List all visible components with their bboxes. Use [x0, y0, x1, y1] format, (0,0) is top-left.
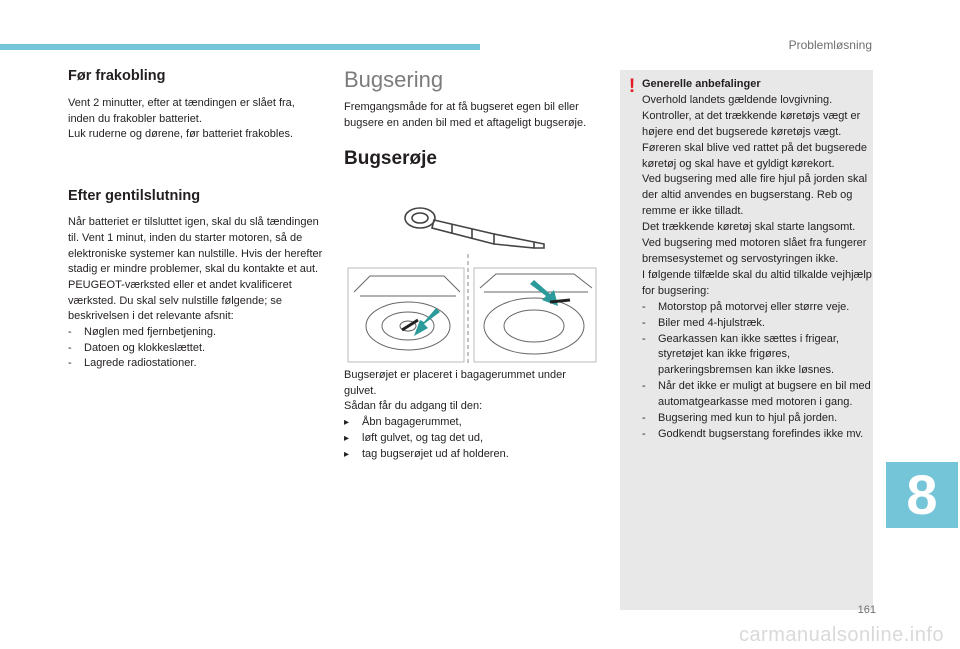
heading-towing-eye: Bugserøje [344, 148, 437, 170]
towing-eye-icon [405, 208, 544, 248]
towing-eye-illustration [344, 196, 598, 364]
heading-after-reconnect: Efter gentilslutning [68, 188, 201, 205]
list-item: - Datoen og klokkeslættet. [68, 341, 323, 357]
list-item: - Gearkassen kan ikke sættes i frigear, styretøjet kan ikke frigøres, parkeringsbremsen kan ikke løsnes. [642, 332, 872, 380]
list-item: - Bugsering med kun to hjul på jorden. [642, 411, 872, 427]
paragraph-before-disconnect-2: Luk ruderne og dørene, før batteriet frakobles. [68, 128, 294, 141]
list-item: - Biler med 4-hjulstræk. [642, 316, 872, 332]
warning-line: Ved bugsering med alle fire hjul på jorden skal der altid anvendes en bugserstang. Reb og remme er ikke tilladt. [642, 173, 868, 218]
chapter-tab: 8 [886, 462, 958, 528]
paragraph-before-disconnect-1: Vent 2 minutter, efter at tændingen er slået fra, inden du frakobler batteriet. [68, 97, 295, 125]
header-accent-bar [0, 44, 480, 50]
warning-text [642, 77, 872, 443]
tool-icon [550, 300, 570, 302]
list-item: - Når det ikke er muligt at bugsere en bil med automatgearkasse med motoren i gang. [642, 379, 872, 411]
reset-list [68, 325, 323, 372]
page-number: 161 [857, 604, 876, 616]
list-item: - Lagrede radiostationer. [68, 356, 323, 372]
warning-line: Kontroller, at det trækkende køretøjs vægt er højere end det bugserede køretøjs vægt. [642, 109, 861, 138]
list-item: ▸ tag bugserøjet ud af holderen. [344, 447, 599, 463]
list-item: ▸ løft gulvet, og tag det ud, [344, 431, 599, 447]
warning-line: Overhold landets gældende lovgivning. [642, 93, 833, 106]
list-item: - Godkendt bugserstang forefindes ikke mv. [642, 427, 872, 443]
list-item: - Nøglen med fjernbetjening. [68, 325, 323, 341]
section-label: Problemløsning [788, 38, 872, 52]
warning-line: I følgende tilfælde skal du altid tilkalde vejhjælp for bugsering: [642, 268, 872, 297]
warning-line: Føreren skal blive ved rattet på det bugserede køretøj og skal have et gyldigt kørekort. [642, 141, 868, 170]
heading-before-disconnect: Før frakobling [68, 68, 166, 84]
towing-intro: Fremgangsmåde for at få bugseret egen bil eller bugsere en anden bil med et aftageligt bugserøje. [344, 101, 587, 129]
warning-heading: Generelle anbefalinger [642, 78, 761, 90]
warning-list [642, 300, 872, 443]
trunk-left-drawing [348, 268, 464, 362]
warning-icon: ! [628, 76, 636, 97]
warning-line: Ved bugsering med motoren slået fra fungerer bremsesystemet og servostyringen ikke. [642, 237, 867, 265]
paragraph-after-reconnect: Når batteriet er tilsluttet igen, skal du slå tændingen til. Vent 1 minut, inden du starter motoren, så de elektroniske systemer kan nulstille. Hvis der herefter stadig er mindre problemer, skal du kontakte et aut. PEUGEOT-værksted eller et andet kvalificeret værksted. Du skal selv nulstille følgende; se beskrivelsen i det relevante afsnit: [68, 216, 323, 323]
list-item: - Motorstop på motorvej eller større veje. [642, 300, 872, 316]
steps-list [344, 415, 599, 462]
column-middle [344, 66, 599, 171]
arrow-icon [414, 308, 440, 336]
list-item: ▸ Åbn bagagerummet, [344, 415, 599, 431]
location-text-1: Bugserøjet er placeret i bagagerummet under gulvet. [344, 369, 566, 397]
towing-eye-instructions [344, 368, 599, 462]
location-text-2: Sådan får du adgang til den: [344, 400, 483, 413]
warning-line: Det trækkende køretøj skal starte langsomt. [642, 221, 856, 234]
column-left [68, 66, 323, 372]
watermark: carmanualsonline.info [738, 624, 944, 646]
page-title: Bugsering [344, 67, 444, 92]
